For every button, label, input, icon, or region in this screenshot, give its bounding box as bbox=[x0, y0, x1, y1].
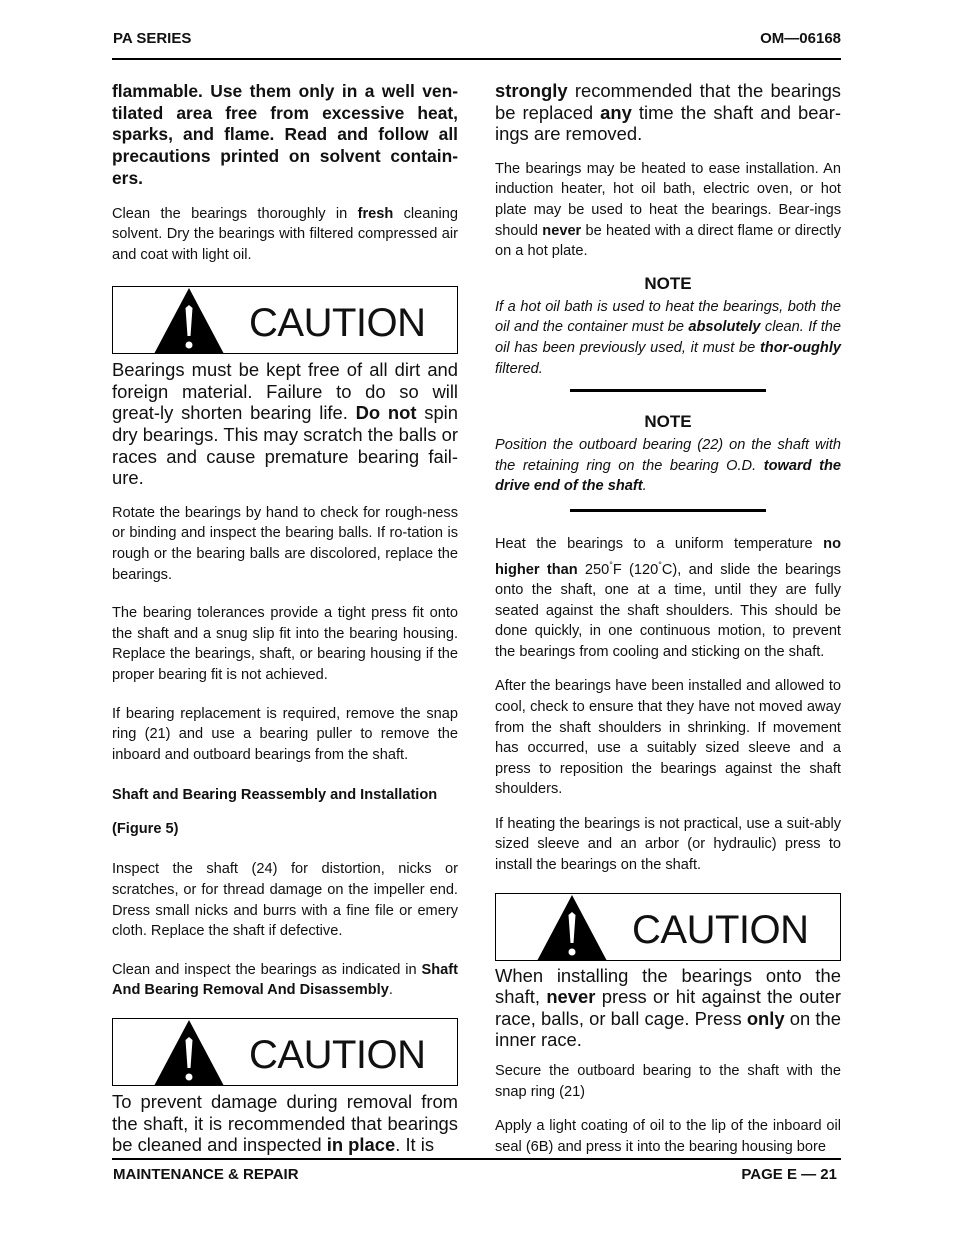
header-doc-number: OM—06168 bbox=[760, 30, 841, 47]
paragraph-check-bearings: After the bearings have been installed and allowed to cool, check to ensure that they have not moved away from the shaft shoulders in shrinking. If movement has occurred, use a suitably sized sleeve and a press to reposition the bearings against the shaft shoulders. bbox=[495, 678, 841, 798]
note-heading: NOTE bbox=[644, 273, 692, 293]
paragraph-replacement: If bearing replacement is required, remove the snap ring (21) and use a bearing puller to remove the inboard and outboard bearings from the shaft. bbox=[112, 705, 458, 763]
note-divider bbox=[570, 509, 766, 512]
subsection-title: Shaft and Bearing Reassembly and Installation bbox=[112, 787, 438, 804]
footer-rule bbox=[112, 1158, 841, 1160]
caution-label: CAUTION bbox=[249, 1032, 426, 1077]
footer-section: MAINTENANCE & REPAIR bbox=[113, 1166, 299, 1183]
warning-triangle-icon bbox=[536, 892, 608, 962]
paragraph-press-install: If heating the bearings is not practical, use a suit-ably sized sleeve and an arbor (or hydraulic) press to install the bearings on the shaft. bbox=[495, 815, 841, 874]
warning-triangle-icon bbox=[153, 1017, 225, 1087]
footer-page-number: PAGE E — 21 bbox=[741, 1166, 837, 1183]
subsection-figure-ref: (Figure 5) bbox=[112, 821, 179, 838]
header-rule bbox=[112, 58, 841, 60]
note-outboard-bearing: Position the outboard bearing (22) on the shaft with the retaining ring on the bearing O.D. toward the drive end of the shaft. bbox=[495, 437, 841, 495]
note-hot-oil: If a hot oil bath is used to heat the bearings, both the oil and the container must be absolutely clean. If the oil has been previously used, it must be thor-oughly filtered. bbox=[495, 298, 841, 377]
warning-continuation: flammable. Use them only in a well ven-tilated area free from excessive heat, sparks, and flame. Read and follow all precautions printed on solvent contain-ers. bbox=[112, 81, 458, 188]
paragraph-snap-ring: Secure the outboard bearing to the shaft with the snap ring (21) bbox=[495, 1063, 841, 1100]
caution-text-install: When installing the bearings onto the shaft, never press or hit against the outer race, balls, or ball cage. Press only on the inner race. bbox=[495, 964, 842, 1051]
note-divider bbox=[570, 389, 766, 392]
header-series: PA SERIES bbox=[113, 30, 192, 47]
caution-label: CAUTION bbox=[249, 301, 426, 346]
caution-box bbox=[112, 1018, 458, 1086]
caution-box bbox=[495, 893, 841, 961]
paragraph-clean-inspect: Clean and inspect the bearings as indicated in Shaft And Bearing Removal And Disassembly. bbox=[112, 961, 458, 999]
caution-box bbox=[112, 286, 458, 354]
caution-label: CAUTION bbox=[632, 907, 809, 952]
caution-text-removal: To prevent damage during removal from the shaft, it is recommended that bearings be cleaned and inspected in place. It is bbox=[112, 1090, 458, 1156]
paragraph-inspect-shaft: Inspect the shaft (24) for distortion, nicks or scratches, or for thread damage on the impeller end. Dress small nicks and burrs with a fine file or emery cloth. Replace the shaft if defective. bbox=[112, 861, 458, 940]
caution-text-clean: Bearings must be kept free of all dirt and foreign material. Failure to do so will great-ly shorten bearing life. Do not spin dry bearings. This may scratch the balls or races and cause premature bearing fail-ure. bbox=[112, 359, 458, 489]
paragraph-rotate-bearings: Rotate the bearings by hand to check for rough-ness or binding and inspect the bearing balls. If ro-tation is rough or the bearing balls are discolored, replace the bearings. bbox=[112, 504, 458, 583]
note-heading: NOTE bbox=[644, 412, 692, 432]
paragraph-oil-seal: Apply a light coating of oil to the lip of the inboard oil seal (6B) and press it into the bearing housing bore bbox=[495, 1118, 841, 1155]
paragraph-tolerances: The bearing tolerances provide a tight press fit onto the shaft and a snug slip fit into the bearing housing. Replace the bearings, shaft, or bearing housing if the proper bearing fit is not achieved. bbox=[112, 605, 458, 684]
paragraph-heat-bearings: Heat the bearings to a uniform temperature no higher than 250°F (120°C), and slide the bearings onto the shaft, one at a time, until they are fully seated against the shaft shoulders. This should be done quickly, in one continuous motion, to prevent the bearings from cooling and sticking on the shaft. bbox=[495, 535, 841, 660]
right-column bbox=[495, 80, 841, 1157]
caution-text-continued: strongly recommended that the bearings be replaced any time the shaft and bear-ings are removed. bbox=[495, 80, 841, 145]
paragraph-clean-bearings: Clean the bearings thoroughly in fresh cleaning solvent. Dry the bearings with filtered compressed air and coat with light oil. bbox=[112, 205, 458, 263]
left-column bbox=[112, 81, 458, 1156]
paragraph-heating-methods: The bearings may be heated to ease installation. An induction heater, hot oil bath, electric oven, or hot plate may be used to heat the bearings. Bear-ings should never be heated with a direct flame or directly on a hot plate. bbox=[495, 160, 842, 260]
warning-triangle-icon bbox=[153, 285, 225, 355]
